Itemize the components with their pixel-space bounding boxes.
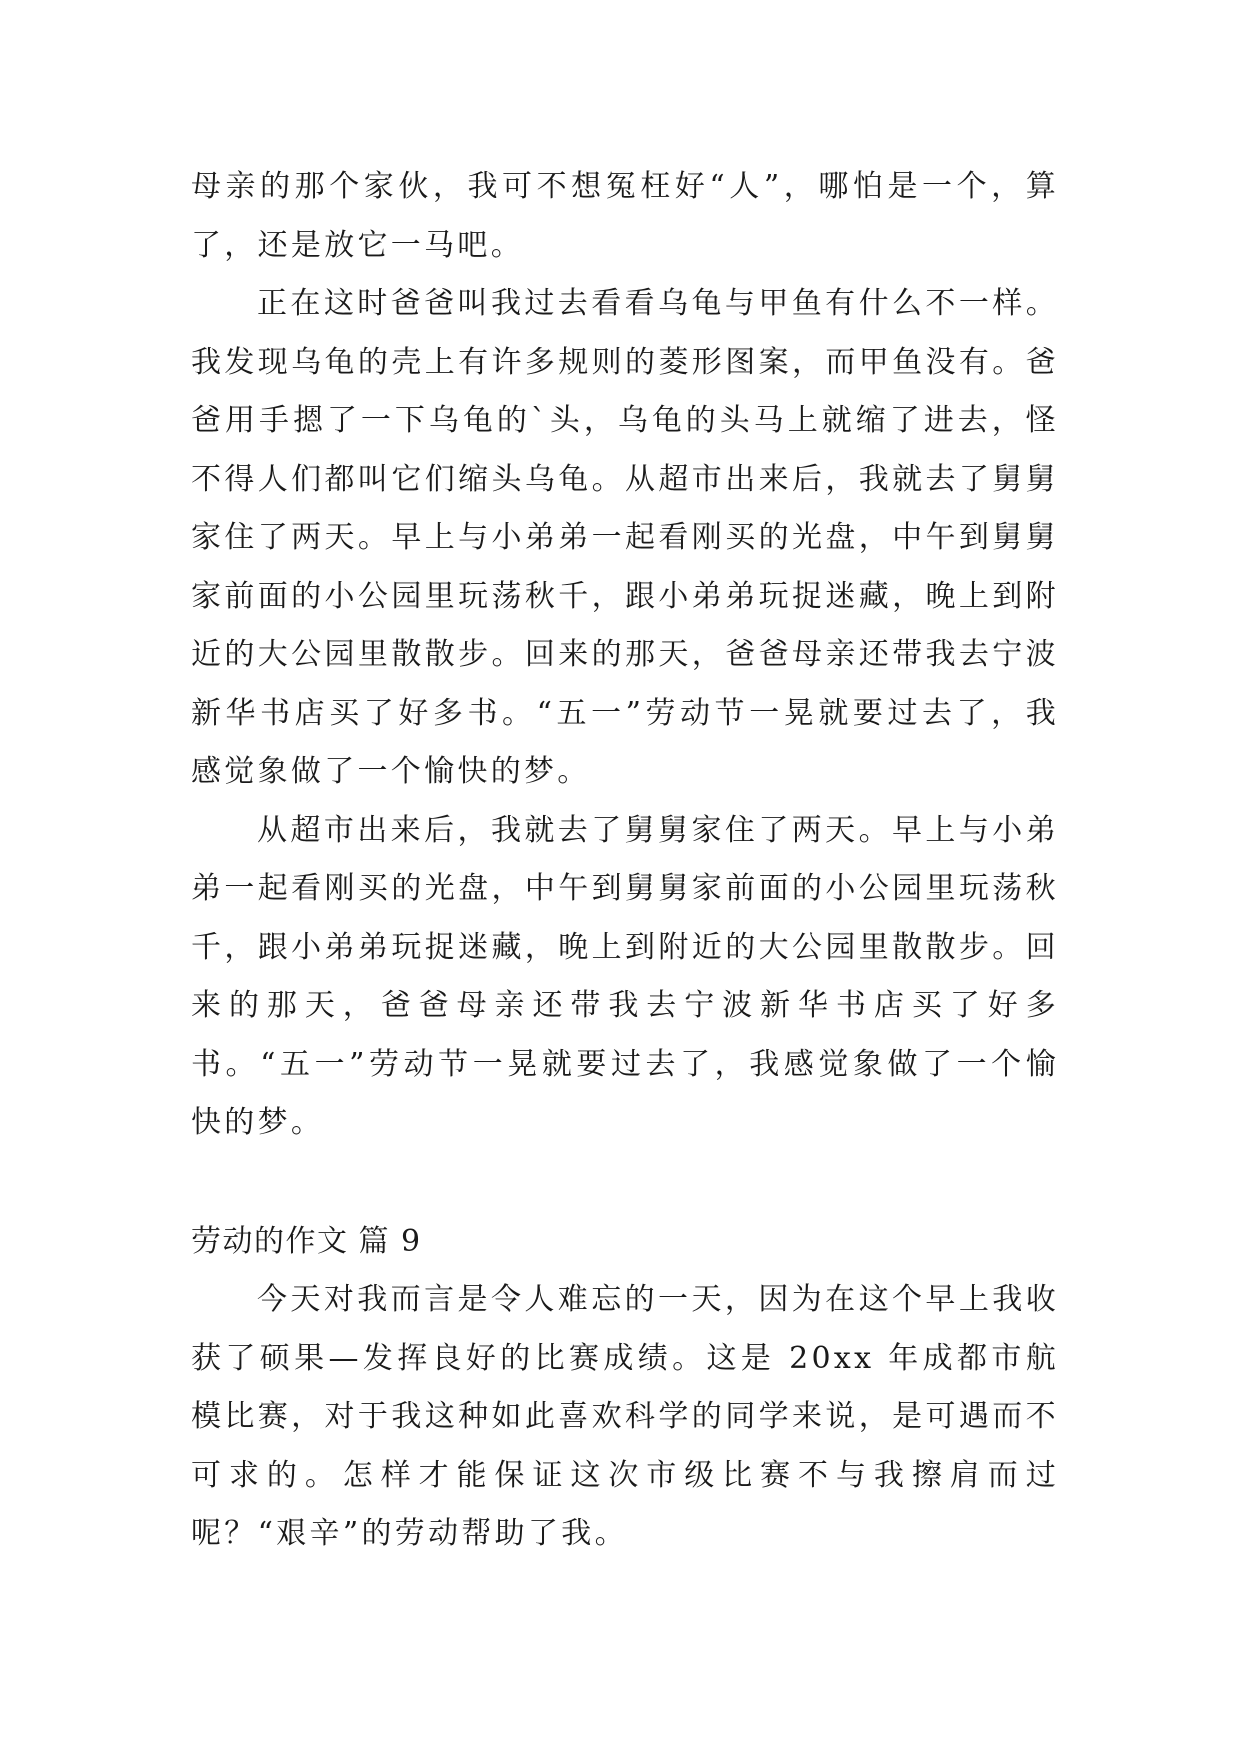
section-title: 劳动的作文 (191, 1223, 349, 1259)
section-number: 篇 9 (358, 1223, 422, 1259)
paragraph-turtle: 正在这时爸爸叫我过去看看乌龟与甲鱼有什么不一样。我发现乌龟的壳上有许多规则的菱形图案，而甲鱼没有。爸爸用手摁了一下乌龟的`头，乌龟的头马上就缩了进去，怪不得人们都叫它们缩头乌龟。从超市出来后，我就去了舅舅家住了两天。早上与小弟弟一起看刚买的光盘，中午到舅舅家前面的小公园里玩荡秋千，跟小弟弟玩捉迷藏，晚上到附近的大公园里散散步。回来的那天，爸爸母亲还带我去宁波新华书店买了好多书。“五一”劳动节一晃就要过去了，我感觉象做了一个愉快的梦。 (191, 286, 1059, 789)
paragraph-uncle-house: 从超市出来后，我就去了舅舅家住了两天。早上与小弟弟一起看刚买的光盘，中午到舅舅家前面的小公园里玩荡秋千，跟小弟弟玩捉迷藏，晚上到附近的大公园里散散步。回来的那天，爸爸母亲还带我去宁波新华书店买了好多书。“五一”劳动节一晃就要过去了，我感觉象做了一个愉快的梦。 (191, 812, 1059, 1140)
paragraph-competition: 今天对我而言是令人难忘的一天，因为在这个早上我收获了硕果—发挥良好的比赛成绩。这是 20xx 年成都市航模比赛，对于我这种如此喜欢科学的同学来说，是可遇而不可求的。怎样才能保证这次市级比赛不与我擦肩而过呢？“艰辛”的劳动帮助了我。 (191, 1282, 1059, 1551)
document-body (191, 158, 1059, 1564)
paragraph-continuation: 母亲的那个家伙，我可不想冤枉好“人”，哪怕是一个，算了，还是放它一马吧。 (191, 169, 1059, 263)
section-heading (191, 1213, 1059, 1272)
